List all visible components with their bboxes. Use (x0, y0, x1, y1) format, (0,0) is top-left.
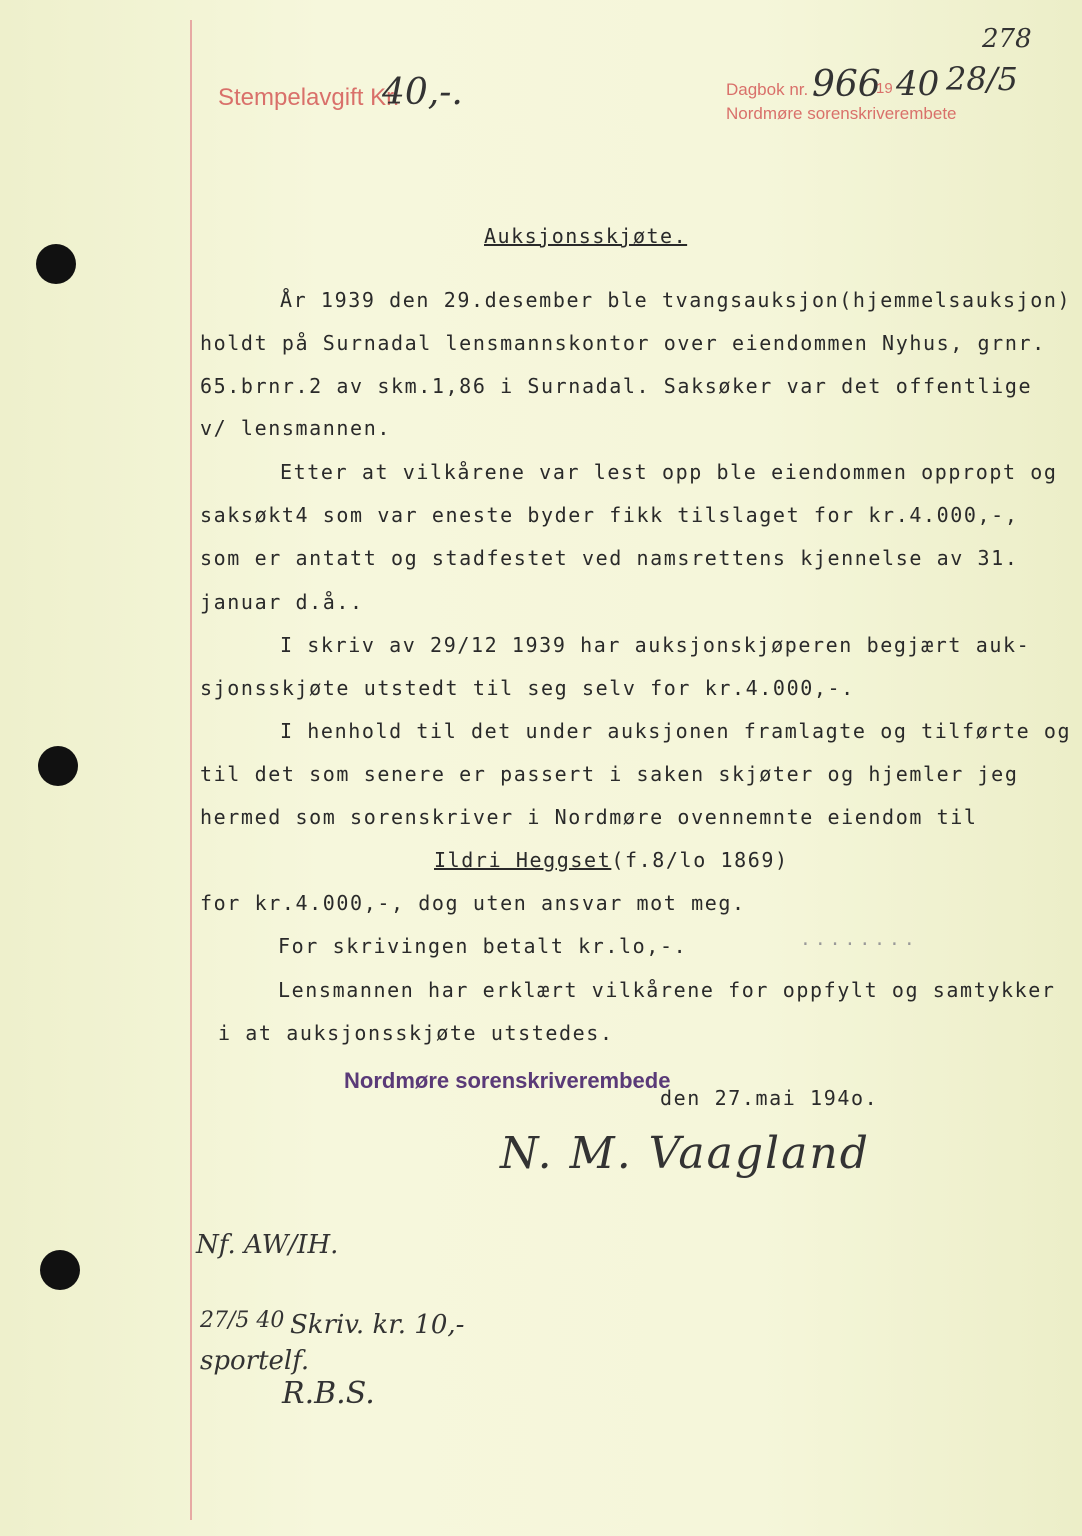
body-line: sjonsskjøte utstedt til seg selv for kr.4.000,-. (200, 676, 855, 700)
body-line: januar d.å.. (200, 590, 364, 614)
buyer-name: Ildri Heggset (434, 848, 612, 872)
body-line: I skriv av 29/12 1939 har auksjonskjøperen begjært auk- (280, 633, 1031, 657)
margin-rule (190, 20, 192, 1520)
body-line: til det som senere er passert i saken skjøter og hjemler jeg (200, 762, 1019, 786)
body-line: År 1939 den 29.desember ble tvangsauksjon(hjemmelsauksjon) (280, 288, 1072, 312)
body-line: holdt på Surnadal lensmannskontor over eiendommen Nyhus, grnr. (200, 331, 1046, 355)
handwritten-note: sportelf. (200, 1346, 310, 1376)
punch-hole (38, 746, 78, 786)
dagbok-year: 40 (896, 64, 940, 104)
office-stamp: Nordmøre sorenskriverembete (726, 104, 957, 123)
body-line: i at auksjonsskjøte utstedes. (218, 1021, 614, 1045)
body-line: hermed som sorenskriver i Nordmøre ovennemnte eiendom til (200, 805, 978, 829)
dagbok-year-prefix: 19 (876, 80, 893, 97)
body-line: Lensmannen har erklært vilkårene for oppfylt og samtykker (278, 978, 1056, 1002)
body-line: Etter at vilkårene var lest opp ble eiendommen oppropt og (280, 460, 1058, 484)
body-line: 65.brnr.2 av skm.1,86 i Surnadal. Saksøker var det offentlige (200, 374, 1033, 398)
body-line: saksøkt4 som var eneste byder fikk tilslaget for kr.4.000,-, (200, 503, 1019, 527)
dagbok-number: 966 (812, 64, 881, 105)
dagbok-date: 28/5 (946, 60, 1018, 98)
punch-hole (36, 244, 76, 284)
handwritten-note: Nf. AW/IH. (196, 1230, 339, 1260)
filler-dots: ········ (800, 934, 919, 955)
body-line: For skrivingen betalt kr.lo,-. (278, 934, 688, 958)
body-line: for kr.4.000,-, dog uten ansvar mot meg. (200, 891, 746, 915)
buyer-line (434, 848, 789, 872)
body-line: I henhold til det under auksjonen framlagte og tilførte og (280, 719, 1072, 743)
closing-stamp: Nordmøre sorenskriverembede (344, 1068, 671, 1093)
stamp-duty-amount: 40,-. (382, 72, 463, 113)
stamp-duty-label: Stempelavgift Kr. (218, 84, 400, 111)
closing-date: den 27.mai 194o. (660, 1086, 879, 1110)
handwritten-initials: R.B.S. (282, 1376, 375, 1411)
buyer-birth: (f.8/lo 1869) (611, 848, 789, 872)
dagbok-label: Dagbok nr. (726, 80, 809, 99)
punch-hole (40, 1250, 80, 1290)
document-title: Auksjonsskjøte. (484, 224, 688, 248)
handwritten-note-fee: Skriv. kr. 10,- (290, 1310, 465, 1340)
body-line: som er antatt og stadfestet ved namsrettens kjennelse av 31. (200, 546, 1019, 570)
body-line: v/ lensmannen. (200, 416, 391, 440)
signature: N. M. Vaagland (500, 1128, 870, 1179)
page-number: 278 (982, 24, 1032, 54)
handwritten-note-date: 27/5 40 (200, 1308, 285, 1333)
